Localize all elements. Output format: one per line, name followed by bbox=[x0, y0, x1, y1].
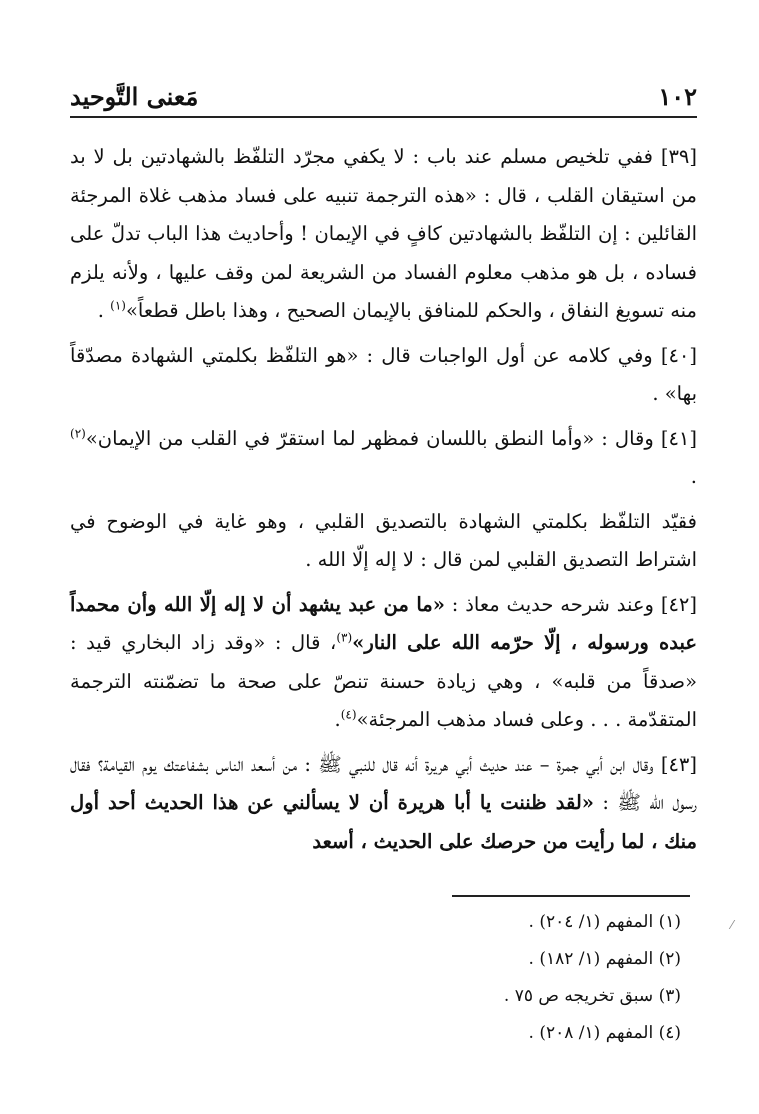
footnote-ref-1: (١) bbox=[110, 298, 126, 313]
footnote-ref-3: (٣) bbox=[336, 630, 353, 645]
paragraph-42-end: . bbox=[334, 708, 341, 731]
footnote-1: (١) المفهم (١/ ٢٠٤) . bbox=[528, 912, 681, 932]
paragraph-39-text: [٣٩] ففي تلخيص مسلم عند باب : لا يكفي مجرّد التلفّظ بالشهادتين بل لا بد من استيقان القلب ، قال : «هذه الترجمة تنبيه على فساد مذهب غلاة المرجئة القائلين : إن التلفّظ بالشهادتين كافٍ في الإيمان ! وأحاديث هذا الباب تدلّ على فساده ، بل هو مذهب معلوم الفساد من الشريعة لمن وقف عليها ، ولأنه يلزم منه تسويغ النفاق ، والحكم للمنافق بالإيمان الصحيح ، وهذا باطل قطعاً» bbox=[70, 145, 697, 322]
footnote-3: (٣) سبق تخريجه ص ٧٥ . bbox=[503, 986, 681, 1006]
footnote-2: (٢) المفهم (١/ ١٨٢) . bbox=[528, 949, 681, 969]
paragraph-41-end: . bbox=[690, 465, 697, 488]
paragraph-39-end: . bbox=[97, 299, 111, 322]
footnote-divider bbox=[452, 895, 690, 897]
hadith-quote-muadh: «ما من عبد يشهد أن لا إله إلّا الله وأن محمداً عبده ورسوله ، إلّا حرّمه الله على النار» bbox=[70, 592, 697, 654]
paragraph-43-text: [٤٣] وقال ابن أبي جمرة – عند حديث أبي هريرة أنه قال للنبي ﷺ : من أسعد الناس بشفاعتك يوم القيامة؟ فقال رسول الله ﷺ : bbox=[70, 752, 697, 814]
paragraph-41-text: [٤١] وقال : «وأما النطق باللسان فمظهر لما استقرّ في القلب من الإيمان» bbox=[85, 426, 697, 450]
footnotes bbox=[181, 904, 681, 1052]
scan-mark-icon: ⁄ bbox=[731, 918, 734, 932]
running-title: مَعنى التَّوحيد bbox=[70, 82, 199, 111]
footnote-4: (٤) المفهم (١/ ٢٠٨) . bbox=[528, 1023, 681, 1043]
paragraph-40: [٤٠] وفي كلامه عن أول الواجبات قال : «هو التلفّظ بكلمتي الشهادة مصدّقاً بها» . bbox=[70, 343, 697, 405]
footnote-ref-2: (٢) bbox=[70, 426, 86, 440]
paragraph-41 bbox=[70, 420, 697, 497]
paragraph-plain: فقيّد التلفّظ بكلمتي الشهادة بالتصديق القلبي ، وهو غاية في الوضوح في اشتراط التصديق القلبي لمن قال : لا إله إلّا الله . bbox=[70, 509, 697, 571]
page-header bbox=[70, 82, 697, 118]
paragraph-43 bbox=[70, 746, 697, 862]
hadith-quote-abu-hurayra: «لقد ظننت يا أبا هريرة أن لا يسألني عن هذا الحديث أحد أول منك ، لما رأيت من حرصك على الحديث ، أسعد bbox=[70, 791, 697, 853]
paragraph-42 bbox=[70, 586, 697, 740]
paragraph-42-middle: ، قال : «وقد زاد البخاري قيد : «صدقاً من قلبه» ، وهي زيادة حسنة تنصّ على صحة ما تضمّنته الترجمة المتقدّمة . . . وعلى فساد مذهب المرجئة» bbox=[70, 631, 697, 731]
page-number: ١٠٢ bbox=[658, 82, 697, 111]
main-text bbox=[70, 138, 697, 867]
footnote-ref-4: (٤) bbox=[340, 707, 357, 722]
paragraph-39 bbox=[70, 138, 697, 331]
paragraph-42-text: [٤٢] وعند شرحه حديث معاذ : bbox=[444, 592, 697, 616]
